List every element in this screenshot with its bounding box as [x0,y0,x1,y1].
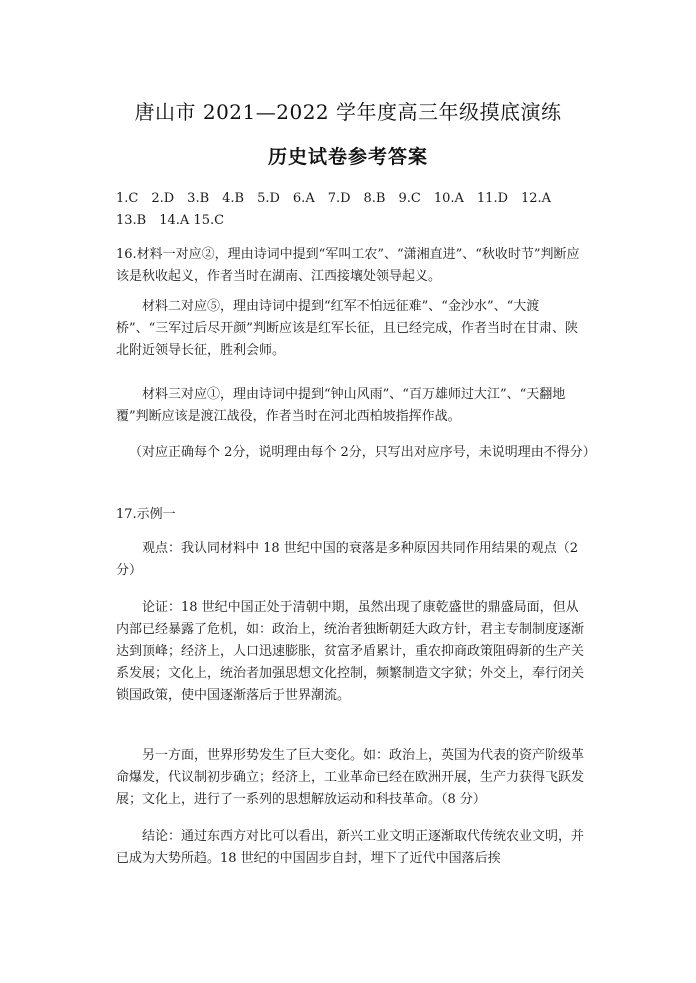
q16-paragraph-1: 16.材料一对应②，理由诗词中提到“军叫工农”、“潇湘直进”、“秋收时节”判断应该是秋收起义，作者当时在湖南、江西接壤处领导起义。 [116,247,580,284]
q16-paragraph-2: 材料二对应⑤，理由诗词中提到“红军不怕远征难”、“金沙水”、“大渡桥”、“三军过后尽开颜”判断应该是红军长征，且已经完成，作者当时在甘肃、陕北附近领导长征，胜利会师。 [116,299,578,358]
q17-viewpoint: 观点：我认同材料中 18 世纪中国的衰落是多种原因共同作用结果的观点（2 分） [116,541,579,578]
q16-scoring-note: （对应正确每个 2分，说明理由每个 2分，只写出对应序号，未说明理由不得分） [129,445,596,460]
q16-paragraph-3: 材料三对应①，理由诗词中提到“钟山风雨”、“百万雄师过大江”、“天翻地覆”判断应该是渡江战役，作者当时在河北西柏坡指挥作战。 [116,387,566,424]
q17-world-situation: 另一方面，世界形势发生了巨大变化。如：政治上，英国为代表的资产阶级革命爆发，代议制初步确立；经济上，工业革命已经在欧洲开展，生产力获得飞跃发展；文化上，进行了一系列的思想解放运动和科技革命。（8 分） [116,748,585,807]
document-subtitle: 历史试卷参考答案 [267,146,428,168]
mc-answers-row-1: 1.C 2.D 3.B 4.B 5.D 6.A 7.D 8.B 9.C 10.A 11.D 12.A [116,191,552,206]
document-title: 唐山市 2021—2022 学年度高三年级摸底演练 [134,100,562,124]
mc-answers-row-2: 13.B 14.A 15.C [116,213,225,228]
q17-argument: 论证：18 世纪中国正处于清朝中期，虽然出现了康乾盛世的鼎盛局面，但从内部已经暴露了危机，如：政治上，统治者独断朝廷大政方针，君主专制制度逐渐达到顶峰；经济上，人口迅速膨胀，贫富矛盾累计，重农抑商政策阻碍新的生产关系发展；文化上，统治者加强思想文化控制，频繁制造文字狱；外交上，奉行闭关锁国政策，使中国逐渐落后于世界潮流。 [116,600,585,703]
q17-heading: 17.示例一 [116,507,176,522]
q17-conclusion: 结论：通过东西方对比可以看出，新兴工业文明正逐渐取代传统农业文明，并已成为大势所趋。18 世纪的中国固步自封，埋下了近代中国落后挨 [116,829,585,866]
